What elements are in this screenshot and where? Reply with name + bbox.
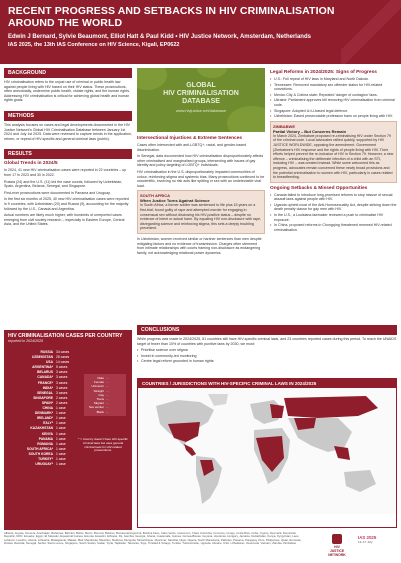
legend-value: ...	[106, 405, 109, 410]
case-country: TURKEY*	[38, 456, 53, 461]
cases-legend	[84, 374, 126, 416]
intersectional-heading: Intersectional Injustices & Extreme Sentences	[137, 136, 243, 141]
results-text-5: Actual numbers are likely much higher, with hundreds of unreported cases emerging from civil society research – especially in Eastern Europe, Central Asia, and the United States.	[4, 213, 125, 227]
database-url: www.hivjustice.net/database	[175, 108, 227, 113]
methods-section	[4, 111, 132, 145]
authors: Edwin J Bernard, Sylvie Beaumont, Elliot Hatt & Paul Kidd	[8, 34, 174, 40]
hiv-justice-logo: HIV JUSTICE NETWORK	[320, 534, 354, 558]
database-banner	[137, 68, 265, 132]
results-text-3: First-ever prosecutions were documented in Panama and Uruguay.	[4, 190, 111, 195]
case-count: 1 case	[56, 426, 66, 431]
case-country: SPAIN*	[41, 400, 53, 405]
case-country: URUGUAY*	[35, 462, 53, 467]
map-usa	[168, 422, 200, 442]
case-country: SOUTH KOREA	[28, 451, 53, 456]
case-country: USA	[46, 360, 53, 365]
case-count: 1 case	[56, 462, 66, 467]
legend-label: Male	[97, 376, 104, 380]
conclusions-list	[137, 348, 397, 364]
case-count: 1 case	[56, 456, 66, 461]
poster-footer	[0, 530, 401, 563]
setback-item: • In the U.S., a Louisiana lawmaker renewed a push to criminalise HIV exposure.	[270, 213, 397, 222]
author-line	[8, 34, 393, 40]
results-text-4: In the first six months of 2025, 40 new HIV criminalisation cases were reported in 9 countries, with Uzbekistan (20) and Russia (9), accounting for the majority followed by the U.S., Canada and Argentina.	[4, 197, 129, 211]
case-country: INDIA*	[42, 385, 53, 390]
map-australia	[344, 470, 376, 492]
case-count: 28 cases	[56, 355, 70, 360]
results-text-2: Russia (24) and the U.S. (11) led the case counts, followed by Uzbekistan, Spain, Argentina, Belarus, Senegal, and Singapore.	[4, 179, 123, 189]
map-russia	[284, 396, 378, 418]
footer-country-list: Albania, Angola, Armenia, Azerbaijan, Bahamas, Bahrain, Belize, Benin, Burundi, Belarus, Bosnia-Herzegovina, Burkina Faso, Cabo Verde, Cameroon, Chad, Colombia, Comoros, Congo, Costa Rica, Cuba, Cyprus, Denmark, Dominican Republic, DRC, Ecuador, Egypt, El Salvador, Equatorial Guinea, Estonia, Eswatini, Ethiopia, Fiji, Gambia, Georgia, Ghana, Guatemala, Guinea, Guinea-Bissau, Guyana, Honduras, Hungary, Jamaica, Kazakhstan, Kenya, Kyrgyzstan, Laos, Lebanon, Lesotho, Liberia, Lithuania, Madagascar, Malawi, Mali, Mauritania, Mauritius, Moldova, Mongolia, Mozambique, Myanmar, Namibia, Niger, Nigeria, North Macedonia, Pakistan, Panama, Paraguay, Peru, Philippines, Qatar, Romania, Russia, Rwanda, Senegal, Serbia, Sierra Leone, Singapore, South Sudan, Sudan, Syria, Tajikistan, Tanzania, Togo, Trinidad & Tobago, Tunisia, Turkmenistan, Uganda, Ukraine, USA, Uzbekistan, Venezuela, Vietnam, Zambia, Zimbabwe	[4, 531, 302, 546]
cases-note: * = Country doesn't have HIV-specific criminal laws but uses general criminal laws for HIV-related prosecutions.	[78, 437, 128, 453]
case-count: 34 cases	[56, 350, 70, 354]
legend-label: Black	[96, 409, 104, 414]
case-count: 2 cases	[56, 400, 68, 405]
legend-label: Straight	[93, 388, 104, 393]
setback-item: • In China, proposed reforms in Chongqing threatened renewed HIV-related criminalisation.	[270, 223, 397, 232]
case-count: 1 case	[56, 406, 66, 411]
conclusion-item: • Prioritise science over stigma	[137, 348, 397, 353]
legend-label: Gay	[98, 392, 104, 397]
south-africa-callout	[137, 190, 265, 234]
case-count: 1 case	[56, 441, 66, 446]
header-decoration	[341, 0, 401, 64]
legal-reform-item: • U.S.: Full repeal of HIV laws in Maryland and North Dakota.	[270, 77, 397, 82]
case-country: ROMANIA	[37, 441, 53, 446]
callout-subheading: When Justice Turns Against Science	[140, 198, 210, 204]
legal-reforms-list	[270, 77, 397, 119]
conclusion-item: • Centre legal reform grounded in human rights	[137, 359, 397, 364]
case-count: 1 case	[56, 411, 66, 416]
conclusions-section	[137, 325, 397, 367]
case-count: 1 case	[56, 421, 66, 426]
poster-header	[0, 0, 401, 64]
cases-per-country	[4, 330, 132, 530]
case-count: 5 cases	[56, 365, 68, 370]
conclusion-item: • Invest in community-led monitoring	[137, 354, 397, 359]
legend-label: Sex worker	[88, 405, 104, 410]
case-count: 3 cases	[56, 375, 68, 380]
legend-value: ...	[106, 380, 109, 385]
case-country: BELARUS	[37, 370, 53, 375]
case-country: IRELAND*	[37, 416, 53, 421]
case-count: 3 cases	[56, 370, 68, 375]
case-country: ITALY*	[42, 421, 53, 426]
case-count: 1 case	[56, 431, 66, 436]
case-country: SINGAPORE	[33, 395, 53, 400]
legend-value: ...	[106, 392, 109, 397]
setback-item: • Uganda upheld most of the Anti-Homosexuality Act, despite striking down the death penalty clause for gay men with HIV.	[270, 203, 397, 212]
methods-heading: METHODS	[4, 111, 132, 121]
legal-reform-item: • Singapore: Adopted U=U-based legal defence.	[270, 109, 397, 114]
legend-value: ...	[106, 376, 109, 380]
left-column	[4, 68, 132, 231]
middle-column	[137, 68, 265, 257]
legend-value: ...	[106, 388, 109, 393]
legend-label: Unknown	[91, 384, 104, 389]
methods-text: This analysis focuses on cases and legal developments documented in the HIV Justice Network's Global HIV Criminalisation Database between January 1st 2024 and July 1st 2025. Data were reviewed to capture trends in the application, reform, or repeal of HIV-specific and general criminal laws (public).	[4, 122, 132, 141]
case-count: 3 cases	[56, 390, 68, 395]
legend-value: ...	[106, 409, 109, 414]
legend-value: ...	[106, 384, 109, 389]
legal-reform-item: • Mexico City & Colima state: Repealed 'danger of contagion' laws.	[270, 93, 397, 98]
case-count: 14 cases	[56, 360, 70, 365]
case-count: 1 case	[56, 446, 66, 451]
map-central-america	[184, 444, 196, 456]
background-heading: BACKGROUND	[4, 68, 132, 78]
ongoing-list	[270, 193, 397, 233]
case-country: DENMARK*	[34, 411, 53, 416]
hiv-justice-mark-icon	[332, 534, 342, 544]
legal-reform-item: • Ukraine: Parliament approves bill removing HIV criminalisation from criminal code.	[270, 98, 397, 107]
conference-line: IAS 2025, the 13th IAS Conference on HIV Science, Kigali, EP0622	[8, 42, 180, 48]
legal-heading: Legal Reforms in 2024/2025: Signs of Progress	[270, 70, 377, 75]
case-country: FRANCE*	[37, 380, 53, 385]
ias-logo-dates: 13–17 July	[358, 540, 373, 544]
case-count: 1 case	[56, 436, 66, 441]
title-line-1: RECENT PROGRESS AND SETBACKS IN HIV CRIMINALISATION	[8, 5, 335, 17]
results-heading: RESULTS	[4, 149, 132, 159]
background-section	[4, 68, 132, 107]
case-country: SENEGAL	[37, 390, 53, 395]
legend-label: Trans	[96, 397, 104, 402]
cases-heading: HIV CRIMINALISATION CASES PER COUNTRY	[8, 333, 123, 339]
legend-row	[86, 410, 124, 414]
background-text: HIV criminalisation refers to the unjust use of criminal or public health law against people living with HIV based on their HIV status. These prosecutions, often anecdotally, undermine public health, violate rights, and the human rights. Addressing HIV criminalisation is critical for achieving global health and human rights goals.	[4, 80, 130, 103]
database-title: GLOBAL HIV CRIMINALISATION DATABASE	[163, 82, 239, 105]
case-count: 3 cases	[56, 385, 68, 390]
cases-subheading: reported in 2024/2025	[8, 339, 44, 343]
legend-label: Migrant	[93, 401, 104, 406]
zimbabwe-subheading: Partial Victory – But Concerns Remain	[273, 128, 347, 134]
results-section	[4, 149, 132, 227]
conclusions-text: While progress was made in 2024/2025, 81 countries still have HIV-specific criminal laws, and 23 countries reported cases during this period. To reach the UNAIDS target of fewer than 10% of countries with punitive laws by 2030, we must:	[137, 337, 397, 346]
map-southeast-asia	[334, 446, 350, 460]
case-country: CANADA*	[37, 375, 53, 380]
intersectional-text-2: In Senegal, data documented how HIV criminalisation disproportionately affects other criminalised and marginalised groups, intersecting with issues of gay identity and policy targeting of LGBTQ+ individuals.	[137, 154, 264, 168]
legend-value: ...	[106, 397, 109, 402]
legal-reform-item: • Uzbekistan: Eased prosecutable profession bans on people living with HIV.	[270, 114, 397, 119]
legend-label: Female	[93, 380, 104, 385]
cases-list	[24, 350, 74, 467]
legend-value: ...	[106, 401, 109, 406]
intersectional-text-4: In Uzbekistan, women received similar or harsher sentences than men despite mitigating factors and no evidence of transmission. Charges often stemmed from intimate relationships with courts framing non-disclosure as endangering family, not acknowledging relational power dynamics.	[137, 236, 262, 255]
case-country: PANAMA	[38, 436, 53, 441]
case-country: SOUTH AFRICA*	[26, 446, 53, 451]
map-eastern-europe	[270, 404, 284, 418]
zimbabwe-heading: ZIMBABWE	[273, 123, 295, 129]
intersectional-text-3: HIV criminalisation in the U.S. disproportionately impacted communities of colour, reinforcing stigma and systemic bias. Many prosecutions continued to be unscientific, involving no risk acts like spitting or sex with an undetectable viral load.	[137, 169, 265, 188]
case-country: UZBEKISTAN	[31, 355, 53, 360]
title-line-2: AROUND THE WORLD	[8, 17, 123, 29]
case-country: KAZAKHSTAN	[30, 426, 53, 431]
case-count: 3 cases	[56, 380, 68, 385]
case-row	[24, 462, 74, 467]
map-section	[137, 378, 397, 528]
ias-logo	[358, 535, 398, 557]
affiliation: HIV Justice Network, Amsterdam, Netherlands	[179, 34, 311, 40]
conclusions-heading: CONCLUSIONS	[137, 325, 397, 335]
legal-reform-item: • Tennessee: Removed mandatory sex offender status for HIV-related convictions.	[270, 83, 397, 92]
case-country: ARGENTINA*	[32, 365, 53, 370]
map-heading: COUNTRIES / JURISDICTIONS WITH HIV-SPECIFIC CRIMINAL LAWS IN 2024/2025	[138, 379, 396, 388]
ongoing-heading: Ongoing Setbacks & Missed Opportunities	[270, 185, 368, 191]
case-count: 2 cases	[56, 395, 68, 400]
case-country: KENYA	[41, 431, 53, 436]
intersectional-text-1: Cases often intersected with anti-LGBTQ+, racial, and gender-based discrimination.	[137, 143, 247, 152]
author-separator: •	[175, 34, 180, 40]
map-greenland	[208, 394, 228, 406]
callout-text: In South Africa, a former soldier was sentenced to life plus 15 years on a first-trial; found guilty of rape and attempted murder for engaging in consensual sex without disclosing his HIV-positive status – despite no evidence of intent or actual harm. By equating HIV non-disclosure with rape, disregarding science and reinforcing stigma, this sets a deeply troubling precedent.	[140, 203, 262, 231]
case-count: 1 case	[56, 416, 66, 421]
right-column	[270, 68, 397, 233]
results-text-1: In 2024, 41 new HIV criminalisation cases were reported in 22 countries – up from 17 in 2023 and 30 in 2022.	[4, 168, 127, 177]
world-map-graphic	[138, 388, 396, 514]
poster-title	[8, 5, 393, 29]
setback-item: • Canada failed to introduce long-promised reforms to stop misuse of sexual assault laws against people with HIV.	[270, 193, 397, 202]
callout-heading: SOUTH AFRICA	[140, 193, 171, 199]
zimbabwe-callout	[270, 121, 397, 183]
results-subheading: Global Trends in 2024/5	[4, 161, 58, 167]
zimbabwe-text: In March 2024, Zimbabwe proposed re-criminalising HIV under Section 79 of the criminal code. Local advocates rallied quickly, supported by HIV JUSTICE WORLDWIDE, opposing the amendment. Government (Zimbabwe's HIV response and the rights of people living with HIV. Their efforts helped prevent the re-inclusion of HIV in Section 79. However, a new offence – criminalising the deliberate infection of a child with an STI, including HIV – was created instead. While some welcomed this as progress, advocates remain concerned these newly broad provisions and the potential criminalisation to women with HIV, particularly in cases related to breastfeeding.	[273, 133, 394, 180]
case-count: 1 case	[56, 451, 66, 456]
case-country: RUSSIA	[40, 350, 53, 354]
ias-logo-title: IAS 2025	[358, 535, 377, 540]
case-country: CHINA	[42, 406, 53, 411]
world-map	[138, 388, 396, 514]
